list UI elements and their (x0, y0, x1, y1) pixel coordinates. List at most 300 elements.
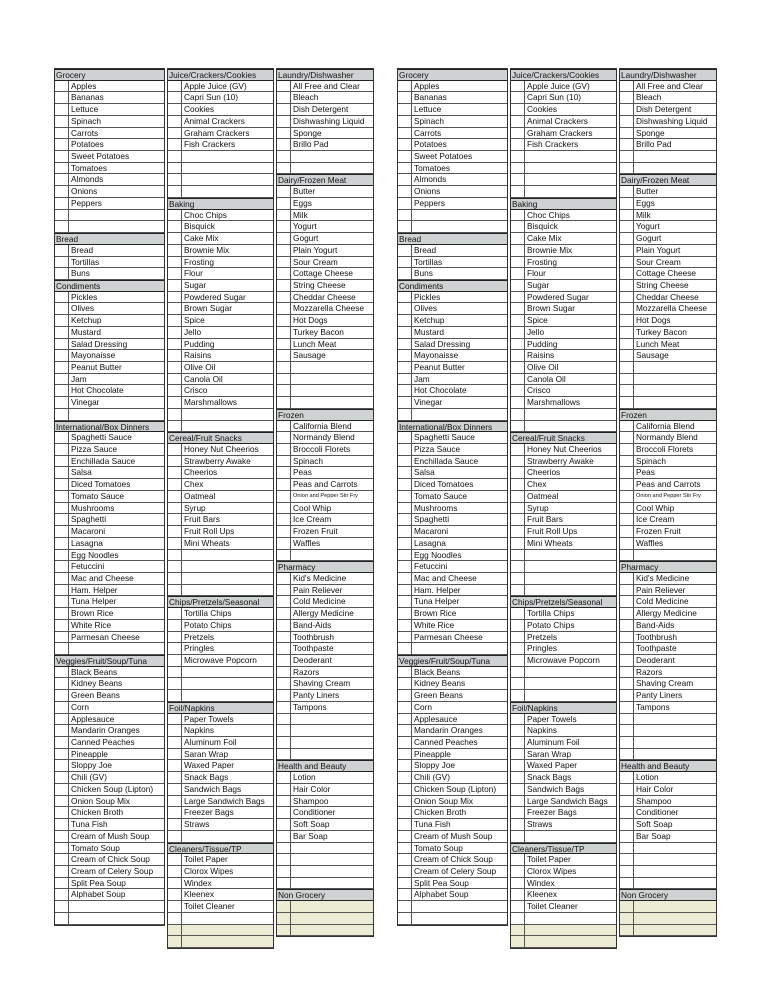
list-item[interactable] (511, 292, 616, 304)
list-item[interactable] (398, 186, 507, 198)
list-item[interactable] (168, 257, 273, 269)
checkbox-cell[interactable] (511, 397, 525, 408)
list-item[interactable] (620, 714, 716, 726)
list-item[interactable] (620, 854, 716, 866)
list-item[interactable] (620, 92, 716, 104)
list-item[interactable] (398, 596, 507, 608)
list-item[interactable] (398, 327, 507, 339)
checkbox-cell[interactable] (511, 573, 525, 584)
list-item[interactable] (398, 81, 507, 93)
checkbox-cell[interactable] (55, 901, 69, 912)
list-item[interactable] (277, 514, 373, 526)
checkbox-cell[interactable] (398, 104, 412, 115)
list-item[interactable] (55, 643, 164, 655)
list-item[interactable] (55, 889, 164, 901)
checkbox-cell[interactable] (511, 655, 525, 666)
list-item[interactable] (55, 444, 164, 456)
checkbox-cell[interactable] (55, 374, 69, 385)
checkbox-cell[interactable] (511, 620, 525, 631)
list-item[interactable] (168, 667, 273, 679)
checkbox-cell[interactable] (398, 245, 412, 256)
checkbox-cell[interactable] (168, 526, 182, 537)
checkbox-cell[interactable] (277, 690, 291, 701)
checkbox-cell[interactable] (620, 526, 634, 537)
list-item[interactable] (398, 292, 507, 304)
checkbox-cell[interactable] (55, 526, 69, 537)
list-item[interactable] (511, 503, 616, 515)
list-item[interactable] (620, 151, 716, 163)
checkbox-cell[interactable] (620, 456, 634, 467)
list-item[interactable] (168, 139, 273, 151)
list-item[interactable] (620, 725, 716, 737)
checkbox-cell[interactable] (277, 116, 291, 127)
checkbox-cell[interactable] (398, 819, 412, 830)
checkbox-cell[interactable] (55, 198, 69, 209)
list-item[interactable] (55, 257, 164, 269)
checkbox-cell[interactable] (168, 936, 182, 947)
checkbox-cell[interactable] (511, 268, 525, 279)
checkbox-cell[interactable] (511, 714, 525, 725)
list-item[interactable] (511, 690, 616, 702)
list-item[interactable] (55, 632, 164, 644)
checkbox-cell[interactable] (511, 643, 525, 654)
checkbox-cell[interactable] (168, 878, 182, 889)
list-item[interactable] (398, 315, 507, 327)
list-item[interactable] (168, 444, 273, 456)
list-item[interactable] (55, 303, 164, 315)
checkbox-cell[interactable] (620, 690, 634, 701)
list-item[interactable] (511, 561, 616, 573)
checkbox-cell[interactable] (277, 280, 291, 291)
list-item[interactable] (277, 854, 373, 866)
list-item[interactable] (620, 550, 716, 562)
list-item[interactable] (55, 608, 164, 620)
list-item[interactable] (55, 620, 164, 632)
list-item[interactable] (620, 456, 716, 468)
list-item[interactable] (168, 456, 273, 468)
list-item[interactable] (277, 550, 373, 562)
list-item[interactable] (620, 491, 716, 503)
write-in-row[interactable] (277, 925, 373, 937)
checkbox-cell[interactable] (277, 81, 291, 92)
checkbox-cell[interactable] (620, 667, 634, 678)
list-item[interactable] (511, 421, 616, 433)
checkbox-cell[interactable] (620, 92, 634, 103)
list-item[interactable] (398, 268, 507, 280)
list-item[interactable] (511, 866, 616, 878)
checkbox-cell[interactable] (511, 913, 525, 924)
list-item[interactable] (398, 139, 507, 151)
checkbox-cell[interactable] (398, 889, 412, 900)
checkbox-cell[interactable] (55, 292, 69, 303)
checkbox-cell[interactable] (168, 467, 182, 478)
list-item[interactable] (55, 198, 164, 210)
list-item[interactable] (620, 327, 716, 339)
list-item[interactable] (55, 667, 164, 679)
checkbox-cell[interactable] (55, 550, 69, 561)
checkbox-cell[interactable] (277, 128, 291, 139)
list-item[interactable] (398, 128, 507, 140)
checkbox-cell[interactable] (620, 538, 634, 549)
checkbox-cell[interactable] (168, 714, 182, 725)
list-item[interactable] (55, 585, 164, 597)
checkbox-cell[interactable] (168, 807, 182, 818)
checkbox-cell[interactable] (620, 714, 634, 725)
list-item[interactable] (398, 608, 507, 620)
checkbox-cell[interactable] (511, 303, 525, 314)
list-item[interactable] (55, 210, 164, 222)
checkbox-cell[interactable] (168, 456, 182, 467)
list-item[interactable] (511, 667, 616, 679)
list-item[interactable] (168, 514, 273, 526)
list-item[interactable] (168, 772, 273, 784)
checkbox-cell[interactable] (277, 843, 291, 854)
checkbox-cell[interactable] (168, 737, 182, 748)
checkbox-cell[interactable] (620, 128, 634, 139)
checkbox-cell[interactable] (398, 92, 412, 103)
list-item[interactable] (511, 526, 616, 538)
list-item[interactable] (398, 643, 507, 655)
checkbox-cell[interactable] (398, 444, 412, 455)
list-item[interactable] (511, 174, 616, 186)
checkbox-cell[interactable] (168, 327, 182, 338)
list-item[interactable] (511, 749, 616, 761)
checkbox-cell[interactable] (168, 760, 182, 771)
list-item[interactable] (55, 81, 164, 93)
checkbox-cell[interactable] (168, 151, 182, 162)
list-item[interactable] (168, 901, 273, 913)
checkbox-cell[interactable] (55, 210, 69, 221)
checkbox-cell[interactable] (277, 163, 291, 174)
list-item[interactable] (620, 139, 716, 151)
list-item[interactable] (398, 303, 507, 315)
list-item[interactable] (398, 831, 507, 843)
checkbox-cell[interactable] (168, 104, 182, 115)
list-item[interactable] (398, 620, 507, 632)
checkbox-cell[interactable] (168, 397, 182, 408)
list-item[interactable] (620, 221, 716, 233)
checkbox-cell[interactable] (511, 186, 525, 197)
checkbox-cell[interactable] (620, 292, 634, 303)
write-in-row[interactable] (511, 936, 616, 948)
checkbox-cell[interactable] (511, 632, 525, 643)
list-item[interactable] (511, 632, 616, 644)
list-item[interactable] (511, 913, 616, 925)
list-item[interactable] (398, 702, 507, 714)
list-item[interactable] (620, 878, 716, 890)
checkbox-cell[interactable] (277, 327, 291, 338)
list-item[interactable] (55, 174, 164, 186)
list-item[interactable] (55, 186, 164, 198)
checkbox-cell[interactable] (55, 479, 69, 490)
checkbox-cell[interactable] (168, 303, 182, 314)
checkbox-cell[interactable] (620, 186, 634, 197)
checkbox-cell[interactable] (620, 772, 634, 783)
list-item[interactable] (511, 878, 616, 890)
list-item[interactable] (398, 432, 507, 444)
list-item[interactable] (168, 913, 273, 925)
checkbox-cell[interactable] (620, 807, 634, 818)
checkbox-cell[interactable] (511, 819, 525, 830)
checkbox-cell[interactable] (277, 444, 291, 455)
list-item[interactable] (398, 409, 507, 421)
list-item[interactable] (55, 339, 164, 351)
list-item[interactable] (398, 479, 507, 491)
list-item[interactable] (398, 690, 507, 702)
list-item[interactable] (511, 151, 616, 163)
checkbox-cell[interactable] (511, 409, 525, 420)
checkbox-cell[interactable] (620, 303, 634, 314)
checkbox-cell[interactable] (55, 409, 69, 420)
list-item[interactable] (620, 292, 716, 304)
list-item[interactable] (398, 561, 507, 573)
list-item[interactable] (620, 315, 716, 327)
list-item[interactable] (55, 397, 164, 409)
list-item[interactable] (168, 889, 273, 901)
list-item[interactable] (398, 913, 507, 925)
list-item[interactable] (620, 702, 716, 714)
checkbox-cell[interactable] (277, 538, 291, 549)
checkbox-cell[interactable] (277, 608, 291, 619)
checkbox-cell[interactable] (620, 737, 634, 748)
list-item[interactable] (398, 760, 507, 772)
list-item[interactable] (511, 186, 616, 198)
checkbox-cell[interactable] (620, 116, 634, 127)
checkbox-cell[interactable] (398, 128, 412, 139)
checkbox-cell[interactable] (277, 210, 291, 221)
list-item[interactable] (511, 139, 616, 151)
list-item[interactable] (277, 620, 373, 632)
list-item[interactable] (55, 831, 164, 843)
list-item[interactable] (168, 503, 273, 515)
list-item[interactable] (55, 913, 164, 925)
list-item[interactable] (55, 362, 164, 374)
checkbox-cell[interactable] (620, 573, 634, 584)
list-item[interactable] (511, 538, 616, 550)
list-item[interactable] (398, 257, 507, 269)
list-item[interactable] (511, 409, 616, 421)
checkbox-cell[interactable] (511, 690, 525, 701)
list-item[interactable] (277, 714, 373, 726)
checkbox-cell[interactable] (511, 889, 525, 900)
checkbox-cell[interactable] (168, 491, 182, 502)
checkbox-cell[interactable] (398, 186, 412, 197)
list-item[interactable] (277, 467, 373, 479)
list-item[interactable] (55, 749, 164, 761)
write-in-row[interactable] (168, 925, 273, 937)
list-item[interactable] (277, 233, 373, 245)
checkbox-cell[interactable] (168, 831, 182, 842)
list-item[interactable] (55, 843, 164, 855)
list-item[interactable] (511, 374, 616, 386)
checkbox-cell[interactable] (620, 315, 634, 326)
list-item[interactable] (398, 843, 507, 855)
checkbox-cell[interactable] (511, 936, 525, 947)
checkbox-cell[interactable] (620, 397, 634, 408)
list-item[interactable] (620, 81, 716, 93)
checkbox-cell[interactable] (168, 690, 182, 701)
checkbox-cell[interactable] (168, 116, 182, 127)
checkbox-cell[interactable] (55, 104, 69, 115)
list-item[interactable] (620, 503, 716, 515)
list-item[interactable] (277, 327, 373, 339)
list-item[interactable] (277, 538, 373, 550)
checkbox-cell[interactable] (55, 514, 69, 525)
checkbox-cell[interactable] (168, 667, 182, 678)
checkbox-cell[interactable] (620, 444, 634, 455)
checkbox-cell[interactable] (277, 725, 291, 736)
list-item[interactable] (168, 632, 273, 644)
list-item[interactable] (168, 151, 273, 163)
list-item[interactable] (168, 81, 273, 93)
checkbox-cell[interactable] (168, 163, 182, 174)
list-item[interactable] (277, 784, 373, 796)
list-item[interactable] (398, 362, 507, 374)
list-item[interactable] (55, 479, 164, 491)
checkbox-cell[interactable] (55, 878, 69, 889)
list-item[interactable] (620, 843, 716, 855)
checkbox-cell[interactable] (168, 315, 182, 326)
list-item[interactable] (55, 315, 164, 327)
list-item[interactable] (620, 573, 716, 585)
checkbox-cell[interactable] (168, 292, 182, 303)
list-item[interactable] (398, 889, 507, 901)
list-item[interactable] (511, 245, 616, 257)
checkbox-cell[interactable] (277, 854, 291, 865)
list-item[interactable] (55, 151, 164, 163)
list-item[interactable] (398, 901, 507, 913)
list-item[interactable] (398, 854, 507, 866)
checkbox-cell[interactable] (55, 760, 69, 771)
checkbox-cell[interactable] (277, 573, 291, 584)
checkbox-cell[interactable] (277, 467, 291, 478)
checkbox-cell[interactable] (511, 444, 525, 455)
list-item[interactable] (55, 245, 164, 257)
list-item[interactable] (398, 573, 507, 585)
list-item[interactable] (398, 819, 507, 831)
checkbox-cell[interactable] (277, 831, 291, 842)
list-item[interactable] (277, 585, 373, 597)
list-item[interactable] (168, 268, 273, 280)
list-item[interactable] (398, 667, 507, 679)
list-item[interactable] (398, 198, 507, 210)
checkbox-cell[interactable] (277, 737, 291, 748)
list-item[interactable] (511, 889, 616, 901)
list-item[interactable] (511, 678, 616, 690)
list-item[interactable] (168, 221, 273, 233)
checkbox-cell[interactable] (55, 596, 69, 607)
list-item[interactable] (168, 585, 273, 597)
checkbox-cell[interactable] (277, 385, 291, 396)
checkbox-cell[interactable] (398, 854, 412, 865)
checkbox-cell[interactable] (398, 257, 412, 268)
checkbox-cell[interactable] (511, 233, 525, 244)
list-item[interactable] (398, 550, 507, 562)
list-item[interactable] (620, 526, 716, 538)
checkbox-cell[interactable] (55, 327, 69, 338)
list-item[interactable] (55, 409, 164, 421)
checkbox-cell[interactable] (511, 737, 525, 748)
checkbox-cell[interactable] (398, 81, 412, 92)
list-item[interactable] (511, 550, 616, 562)
list-item[interactable] (55, 714, 164, 726)
list-item[interactable] (55, 292, 164, 304)
checkbox-cell[interactable] (168, 174, 182, 185)
checkbox-cell[interactable] (511, 421, 525, 432)
list-item[interactable] (620, 233, 716, 245)
checkbox-cell[interactable] (398, 503, 412, 514)
checkbox-cell[interactable] (620, 327, 634, 338)
checkbox-cell[interactable] (277, 714, 291, 725)
checkbox-cell[interactable] (398, 198, 412, 209)
list-item[interactable] (277, 866, 373, 878)
checkbox-cell[interactable] (277, 796, 291, 807)
checkbox-cell[interactable] (277, 514, 291, 525)
checkbox-cell[interactable] (398, 702, 412, 713)
list-item[interactable] (168, 397, 273, 409)
list-item[interactable] (398, 737, 507, 749)
list-item[interactable] (511, 303, 616, 315)
checkbox-cell[interactable] (398, 163, 412, 174)
list-item[interactable] (168, 819, 273, 831)
checkbox-cell[interactable] (277, 151, 291, 162)
checkbox-cell[interactable] (55, 491, 69, 502)
list-item[interactable] (398, 245, 507, 257)
checkbox-cell[interactable] (277, 667, 291, 678)
checkbox-cell[interactable] (398, 561, 412, 572)
list-item[interactable] (277, 737, 373, 749)
list-item[interactable] (398, 526, 507, 538)
checkbox-cell[interactable] (55, 831, 69, 842)
checkbox-cell[interactable] (511, 667, 525, 678)
checkbox-cell[interactable] (277, 596, 291, 607)
checkbox-cell[interactable] (277, 221, 291, 232)
checkbox-cell[interactable] (277, 702, 291, 713)
list-item[interactable] (55, 737, 164, 749)
checkbox-cell[interactable] (511, 526, 525, 537)
list-item[interactable] (55, 702, 164, 714)
checkbox-cell[interactable] (168, 632, 182, 643)
checkbox-cell[interactable] (277, 198, 291, 209)
list-item[interactable] (620, 374, 716, 386)
list-item[interactable] (55, 538, 164, 550)
list-item[interactable] (168, 760, 273, 772)
list-item[interactable] (55, 772, 164, 784)
list-item[interactable] (277, 655, 373, 667)
list-item[interactable] (55, 467, 164, 479)
list-item[interactable] (620, 128, 716, 140)
list-item[interactable] (55, 796, 164, 808)
checkbox-cell[interactable] (511, 151, 525, 162)
list-item[interactable] (620, 796, 716, 808)
write-in-row[interactable] (620, 913, 716, 925)
list-item[interactable] (511, 585, 616, 597)
list-item[interactable] (277, 491, 373, 503)
list-item[interactable] (620, 784, 716, 796)
checkbox-cell[interactable] (55, 854, 69, 865)
list-item[interactable] (398, 444, 507, 456)
checkbox-cell[interactable] (277, 268, 291, 279)
list-item[interactable] (511, 268, 616, 280)
checkbox-cell[interactable] (511, 479, 525, 490)
checkbox-cell[interactable] (511, 327, 525, 338)
checkbox-cell[interactable] (277, 550, 291, 561)
list-item[interactable] (620, 737, 716, 749)
list-item[interactable] (511, 901, 616, 913)
list-item[interactable] (620, 350, 716, 362)
list-item[interactable] (511, 772, 616, 784)
checkbox-cell[interactable] (277, 104, 291, 115)
